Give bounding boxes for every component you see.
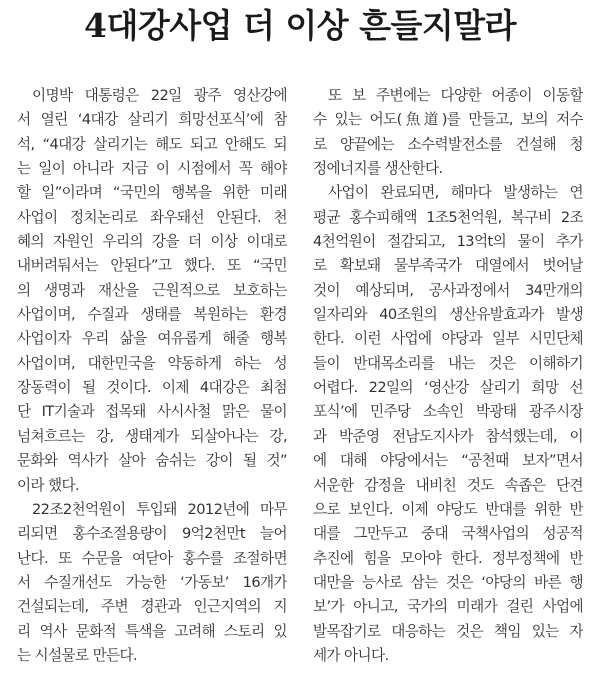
- article-line: 이라 했다.: [17, 476, 80, 494]
- article-line: 추진에 힘을 모아야 한다. 정부정책에 반: [313, 549, 583, 567]
- article-line: 수 있는 어도(魚道)를 만들고, 보의 저수: [313, 111, 583, 129]
- article-line: 것이 예상되며, 공사과정에서 34만개의: [313, 281, 583, 299]
- headline: 4대강사업 더 이상 흔들지말라: [84, 6, 516, 45]
- article-line: 대를 그만두고 중대 국책사업의 성공적: [313, 525, 583, 543]
- article-line: 보’가 아니고, 국가의 미래가 걸린 사업에: [313, 598, 583, 616]
- article-line: 세가 아니다.: [313, 646, 389, 664]
- article-line: 는 일이 아니라 지금 이 시점에서 꼭 해야: [17, 160, 287, 178]
- article-line: 으로 보인다. 이제 야당도 반대를 위한 반: [313, 500, 583, 518]
- article-line: 서운한 감정을 내비친 것도 속좁은 단견: [313, 476, 583, 494]
- article-line: 사업이 정치논리로 좌우돼선 안된다. 천: [17, 208, 287, 226]
- article-line: 일자리와 40조원의 생산유발효과가 발생: [313, 306, 583, 324]
- article-line: 또 보 주변에는 다양한 어종이 이동할: [328, 87, 583, 104]
- article-line: 장동력이 될 것이다. 이제 4대강은 최첨: [17, 379, 287, 397]
- article-line: 혜의 자원인 우리의 강을 더 이상 이대로: [17, 233, 287, 251]
- article-line: 서 수질개선도 가능한 ‘가동보’ 16개가: [17, 573, 287, 591]
- article-line: 정에너지를 생산한다.: [313, 160, 443, 178]
- article-line: 사업이며, 수질과 생태를 복원하는 환경: [17, 306, 287, 324]
- article-line: 발목잡기로 대응하는 것은 책임 있는 자: [313, 622, 583, 640]
- article-line: 한다. 이런 사업에 야당과 일부 시민단체: [313, 330, 583, 348]
- article-line: 들이 반대목소리를 내는 것은 이해하기: [313, 354, 583, 372]
- article-line: 로 확보돼 물부족국가 대열에서 벗어날: [313, 257, 583, 275]
- article-line: 석, “4대강 살리기는 해도 되고 안해도 되: [17, 135, 287, 153]
- article-line: 단 IT기술과 접목돼 사시사철 맑은 물이: [17, 403, 287, 421]
- article-line: 리 역사 문화적 특색을 고려해 스토리 있: [17, 622, 287, 640]
- article-line: 리되면 홍수조절용량이 9억2천만t 늘어: [17, 525, 287, 543]
- article-line: 어렵다. 22일의 ‘영산강 살리기 희망 선: [313, 379, 583, 397]
- article-line: 평균 홍수피해액 1조5천억원, 복구비 2조: [313, 208, 583, 226]
- article-line: 는 시설물로 만든다.: [17, 646, 138, 664]
- article-line: 넘쳐흐르는 강, 생태계가 되살아나는 강,: [17, 427, 287, 445]
- article-line: 내버려둬서는 안된다”고 했다. 또 “국민: [17, 257, 287, 275]
- article-line: 건설되는데, 주변 경관과 인근지역의 지: [17, 598, 287, 616]
- article-line: 22조2천억원이 투입돼 2012년에 마무: [32, 500, 287, 518]
- article-line: 할 일”이라며 “국민의 행복을 위한 미래: [17, 184, 287, 202]
- article-line: 사업이 완료되면, 해마다 발생하는 연: [328, 184, 583, 202]
- article-line: 의 생명과 재산을 근원적으로 보호하는: [17, 281, 287, 299]
- article-line: 문화와 역사가 살아 숨쉬는 강이 될 것”: [17, 452, 287, 470]
- article-line: 4천억원이 절감되고, 13억t의 물이 추가: [313, 233, 583, 251]
- article-line: 난다. 또 수문을 여닫아 홍수를 조절하면: [17, 549, 287, 567]
- article-line: 포식’에 민주당 소속인 박광태 광주시장: [313, 403, 583, 421]
- article-line: 대만을 능사로 삼는 것은 ‘야당의 바른 행: [313, 573, 583, 591]
- article-line: 과 박준영 전남도지사가 참석했는데, 이: [313, 427, 583, 445]
- article-line: 에 대해 야당에서는 “공천때 보자”면서: [313, 452, 583, 470]
- article-line: 사업이며, 대한민국을 약동하게 하는 성: [17, 354, 287, 372]
- article-column-left: [17, 84, 287, 668]
- article-line: 로 양끝에는 소수력발전소를 건설해 청: [313, 135, 583, 153]
- article-column-right: [313, 84, 583, 668]
- article-line: 사업이자 우리 삶을 여유롭게 해줄 행복: [17, 330, 287, 348]
- article-line: 서 열린 ‘4대강 살리기 희망선포식’에 참: [17, 111, 287, 129]
- article-line: 이명박 대통령은 22일 광주 영산강에: [32, 87, 287, 104]
